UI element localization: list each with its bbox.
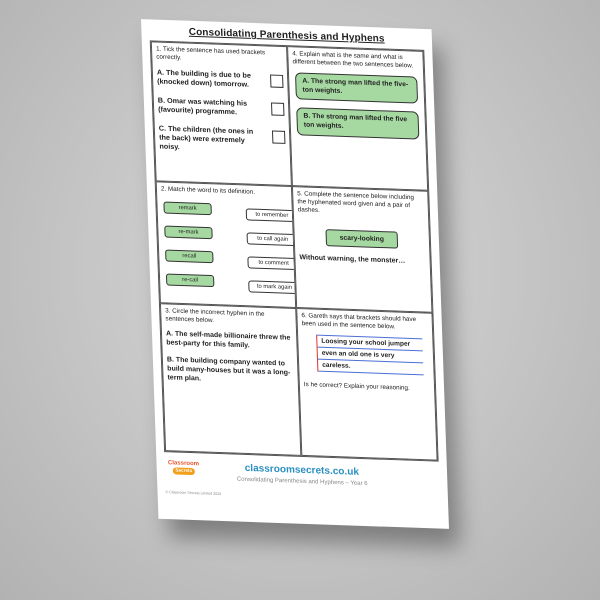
word-re-mark[interactable]: re-mark	[164, 225, 213, 239]
footer-subtitle: Consolidating Parenthesis and Hyphens – Year 6	[236, 476, 368, 488]
sentence-a-box: A. The strong man lifted the five-ton weights.	[295, 72, 418, 104]
question-5	[292, 186, 433, 313]
hyphenated-word-box: scary-looking	[325, 229, 398, 249]
option-c-text: C. The children (the ones in the back) were extremely noisy.	[158, 123, 254, 151]
option-b-text: B. Omar was watching his (favourite) programme.	[157, 95, 248, 116]
footer	[164, 452, 440, 508]
option-a-text: A. The building is due to be (knocked down) tomorrow.	[156, 67, 252, 89]
word-recall[interactable]: recall	[165, 249, 214, 263]
sentence-a: A. The self-made billionaire threw the best-party for this family.	[165, 330, 291, 350]
definition-to-mark-again[interactable]: to mark again	[248, 280, 296, 294]
lined-line-3: careless.	[318, 359, 424, 375]
definition-to-call-again[interactable]: to call again	[247, 232, 297, 246]
lined-line-2: even an old one is very	[318, 347, 424, 363]
question-6	[296, 308, 437, 461]
lined-paper	[316, 334, 423, 375]
sentence-starter: Without warning, the monster…	[299, 253, 406, 265]
option-c	[159, 123, 286, 154]
question-4	[287, 46, 428, 191]
tick-box-c[interactable]	[272, 130, 285, 143]
tick-box-b[interactable]	[271, 102, 284, 115]
question-2	[156, 181, 297, 308]
logo-bottom-text: Secrets	[172, 467, 195, 474]
worksheet	[141, 19, 449, 529]
copyright: © Classroom Secrets Limited 2020	[165, 490, 222, 497]
question-1	[151, 41, 292, 186]
question-3-prompt: 3. Circle the incorrect hyphen in the sentences below.	[165, 307, 265, 324]
word-remark[interactable]: remark	[163, 201, 212, 215]
site-url[interactable]: classroomsecrets.co.uk	[244, 462, 360, 478]
question-4-prompt: 4. Explain what is the same and what is different between the two sentences below.	[292, 50, 414, 70]
sentence-b: B. The building company wanted to build many-houses but it was a long-term plan.	[166, 356, 291, 383]
option-a	[157, 67, 284, 89]
logo-top-text: Classroom	[167, 460, 200, 468]
question-5-prompt: 5. Complete the sentence below including the hyphenated word given and a pair of dashes.	[297, 190, 415, 214]
question-grid	[150, 40, 439, 461]
lined-line-1: Loosing your school jumper	[317, 334, 423, 351]
tick-box-a[interactable]	[270, 74, 283, 87]
question-1-prompt: 1. Tick the sentence has used brackets correctly.	[155, 45, 266, 62]
question-6-prompt: 6. Gareth says that brackets should have been used in the sentence below.	[301, 312, 417, 331]
sentence-b-box: B. The strong man lifted the five ton weights.	[296, 108, 419, 140]
question-2-prompt: 2. Match the word to its definition.	[160, 185, 256, 196]
worksheet-title: Consolidating Parenthesis and Hyphens	[188, 26, 385, 45]
word-re-call[interactable]: re-call	[166, 273, 215, 287]
match-area	[161, 197, 291, 301]
question-3	[160, 303, 301, 456]
definition-to-remember[interactable]: to remember	[246, 208, 297, 222]
option-b	[158, 95, 285, 117]
definition-to-comment[interactable]: to comment	[247, 256, 296, 270]
question-6-followup: Is he correct? Explain your reasoning.	[303, 380, 410, 392]
